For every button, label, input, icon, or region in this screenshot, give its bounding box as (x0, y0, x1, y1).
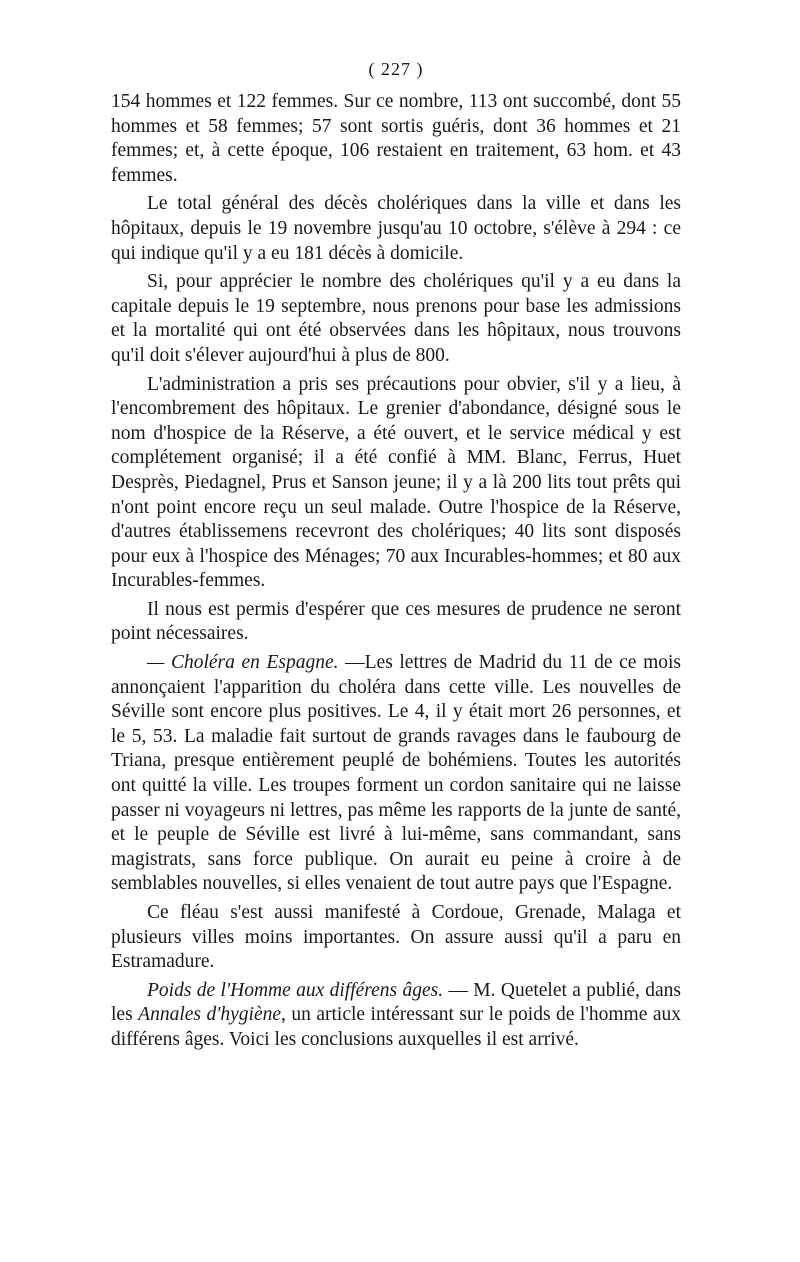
paragraph-prudence: Il nous est permis d'espérer que ces mesures de prudence ne seront point nécessaires. (111, 598, 681, 645)
paragraph-cordoue: Ce fléau s'est aussi manifesté à Cordoue, Grenade, Malaga et plusieurs villes moins importantes. On assure aussi qu'il a paru en Estramadure. (111, 902, 681, 973)
paragraph-cholera-spain-body: —Les lettres de Madrid du 11 de ce mois annonçaient l'apparition du choléra dans cette ville. Les nouvelles de Séville sont encore plus positives. Le 4, il y était mort 26 personnes, et le 5, 53. La maladie fait surtout de grands ravages dans le faubourg de Triana, presque entièrement peuplé de bohémiens. Toutes les autorités ont quitté la ville. Les troupes forment un cordon sanitaire qui ne laisse passer ni voyageurs ni lettres, pas même les rapports de la junte de santé, et le peuple de Séville est livré à lui-même, sans commandant, sans magistrats, sans force publique. On aurait eu peine à croire à de semblables nouvelles, si elles venaient de tout autre pays que l'Espagne. (111, 652, 681, 895)
paragraph-poids-homme (111, 979, 681, 1053)
paragraph-statistics: 154 hommes et 122 femmes. Sur ce nombre, 113 ont succombé, dont 55 hommes et 58 femmes; 57 sont sortis guéris, dont 36 hommes et 21 femmes; et, à cette époque, 106 restaient en traitement, 63 hom. et 43 femmes. (111, 91, 681, 186)
section-heading-cholera-spain: — Choléra en Espagne. (147, 652, 339, 674)
paragraph-cholera-spain (111, 651, 681, 897)
paragraph-total-deaths: Le total général des décès cholériques dans la ville et dans les hôpitaux, depuis le 19 novembre jusqu'au 10 octobre, s'élève à 294 : ce qui indique qu'il y a eu 181 décès à domicile. (111, 193, 681, 264)
paragraph-admissions: Si, pour apprécier le nombre des cholériques qu'il y a eu dans la capitale depuis le 19 septembre, nous prenons pour base les admissions et la mortalité qui ont été observées dans les hôpitaux, nous trouvons qu'il doit s'élever aujourd'hui à plus de 800. (111, 271, 681, 366)
paragraph-administration: L'administration a pris ses précautions pour obvier, s'il y a lieu, à l'encombrement des hôpitaux. Le grenier d'abondance, désigné sous le nom d'hospice de la Réserve, a été ouvert, et le service médical y est complétement organisé; il a été confié à MM. Blanc, Ferrus, Huet Desprès, Piedagnel, Prus et Sanson jeune; il y a là 200 lits tout prêts qui n'ont point encore reçu un seul malade. Outre l'hospice de la Réserve, d'autres établissemens recevront des cholériques; 40 lits sont disposés pour eux à l'hospice des Ménages; 70 aux Incurables-hommes; et 80 aux Incurables-femmes. (111, 373, 681, 592)
paragraph-poids-homme-body: , un article intéressant sur le poids de l'homme aux différens âges. Voici les conclusions auxquelles il est arrivé. (111, 1004, 681, 1050)
page-number: ( 227 ) (368, 59, 424, 79)
section-heading-poids-homme: Poids de l'Homme aux différens âges. (147, 979, 444, 1001)
journal-title: Annales d'hygiène (138, 1004, 282, 1026)
paragraph-poids-homme-intro: — M. Quetelet a publié, dans les (111, 979, 681, 1026)
book-page (111, 56, 681, 1053)
